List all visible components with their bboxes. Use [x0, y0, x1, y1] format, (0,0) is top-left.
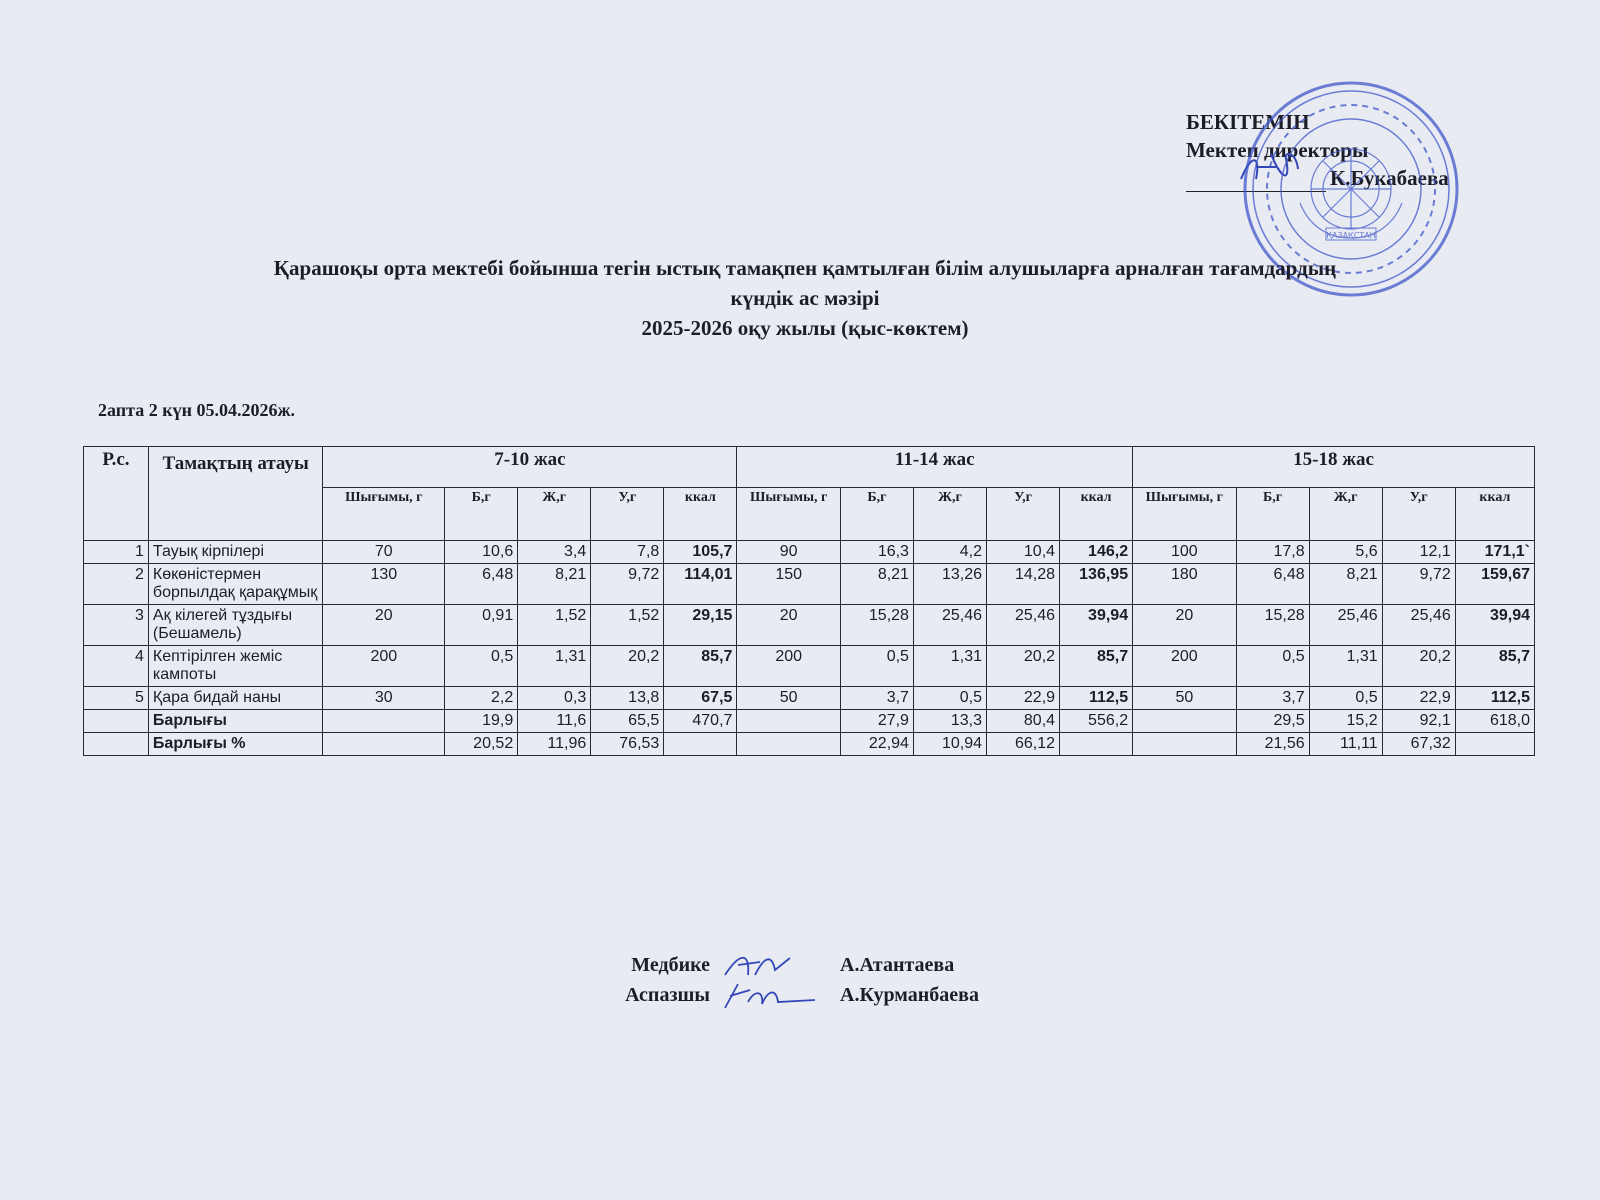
- cell-value: 7,8: [591, 541, 664, 564]
- total-value: [737, 710, 840, 733]
- food-name: Кептірілген жеміс кампоты: [148, 646, 323, 687]
- cook-signature-icon: [720, 980, 830, 1010]
- subheader-kcal: ккал: [1455, 488, 1534, 541]
- cell-value: 9,72: [1382, 564, 1455, 605]
- cell-value: 146,2: [1060, 541, 1133, 564]
- cell-value: 112,5: [1455, 687, 1534, 710]
- cell-value: 0,5: [445, 646, 518, 687]
- approval-name: К.Букабаева: [1330, 166, 1449, 190]
- table-row: [84, 687, 1535, 710]
- cell-value: 39,94: [1455, 605, 1534, 646]
- total-value: 13,3: [913, 710, 986, 733]
- cell-value: 85,7: [664, 646, 737, 687]
- cell-value: 85,7: [1060, 646, 1133, 687]
- cell-value: 20: [1133, 605, 1236, 646]
- cell-value: 50: [1133, 687, 1236, 710]
- total-value: 65,5: [591, 710, 664, 733]
- cell-value: 0,5: [1236, 646, 1309, 687]
- cell-value: 5,6: [1309, 541, 1382, 564]
- cell-value: 3,7: [840, 687, 913, 710]
- cell-value: 85,7: [1455, 646, 1534, 687]
- food-name: Қара бидай наны: [148, 687, 323, 710]
- cell-value: 2,2: [445, 687, 518, 710]
- cell-value: 112,5: [1060, 687, 1133, 710]
- cell-value: 13,8: [591, 687, 664, 710]
- cell-value: 1,31: [518, 646, 591, 687]
- total-percent-row: [84, 733, 1535, 756]
- title-line-3: 2025-2026 оқу жылы (қыс-көктем): [641, 316, 969, 340]
- total-value: 66,12: [987, 733, 1060, 756]
- signer-name: А.Атантаева: [840, 954, 955, 976]
- total-value: 556,2: [1060, 710, 1133, 733]
- cell-value: 1,52: [591, 605, 664, 646]
- cell-value: 29,15: [664, 605, 737, 646]
- total-value: [1133, 733, 1236, 756]
- cell-value: 14,28: [987, 564, 1060, 605]
- subheader-carbs: У,г: [1382, 488, 1455, 541]
- cell-value: 20,2: [1382, 646, 1455, 687]
- cell-value: 6,48: [445, 564, 518, 605]
- cell-value: 16,3: [840, 541, 913, 564]
- cell-value: 0,5: [1309, 687, 1382, 710]
- total-value: 21,56: [1236, 733, 1309, 756]
- cell-value: 159,67: [1455, 564, 1534, 605]
- row-number: 2: [84, 564, 149, 605]
- title-line-1: Қарашоқы орта мектебі бойынша тегін ыстық тамақпен қамтылған білім алушыларға арналған тағамдардың: [273, 256, 1337, 280]
- cell-value: 0,91: [445, 605, 518, 646]
- total-value: 67,32: [1382, 733, 1455, 756]
- signer-name: А.Курманбаева: [840, 984, 979, 1006]
- food-name: Ақ кілегей тұздығы (Бешамель): [148, 605, 323, 646]
- total-label: Барлығы: [148, 710, 323, 733]
- row-number: 3: [84, 605, 149, 646]
- total-row: [84, 710, 1535, 733]
- subheader-kcal: ккал: [1060, 488, 1133, 541]
- cell-value: 50: [737, 687, 840, 710]
- cell-value: 17,8: [1236, 541, 1309, 564]
- cell-value: 8,21: [840, 564, 913, 605]
- total-value: 618,0: [1455, 710, 1534, 733]
- cell-value: 1,52: [518, 605, 591, 646]
- table-row: [84, 646, 1535, 687]
- cell-value: 39,94: [1060, 605, 1133, 646]
- total-value: 92,1: [1382, 710, 1455, 733]
- total-value: 10,94: [913, 733, 986, 756]
- table-row: [84, 605, 1535, 646]
- cell-value: 20,2: [591, 646, 664, 687]
- document-title: [80, 253, 1530, 343]
- cell-value: 90: [737, 541, 840, 564]
- cell-value: 25,46: [987, 605, 1060, 646]
- total-value: 20,52: [445, 733, 518, 756]
- total-value: [1060, 733, 1133, 756]
- signer-cook: [610, 980, 1030, 1010]
- header-group-7-10: 7-10 жас: [323, 447, 737, 488]
- table-row: [84, 541, 1535, 564]
- menu-table-body: [84, 541, 1535, 756]
- food-name: Көкөністермен борпылдақ қарақұмық: [148, 564, 323, 605]
- total-value: [664, 733, 737, 756]
- cell-value: 25,46: [1382, 605, 1455, 646]
- total-value: [323, 710, 445, 733]
- subheader-fat: Ж,г: [1309, 488, 1382, 541]
- approval-position: Мектеп директоры: [1186, 138, 1369, 162]
- cell-value: 200: [1133, 646, 1236, 687]
- cell-value: 136,95: [1060, 564, 1133, 605]
- approval-heading: БЕКІТЕМІН: [1186, 110, 1310, 134]
- title-line-2: күндік ас мәзірі: [730, 286, 880, 310]
- cell-value: 8,21: [518, 564, 591, 605]
- cell-value: 171,1`: [1455, 541, 1534, 564]
- empty-cell: [84, 710, 149, 733]
- subheader-fat: Ж,г: [913, 488, 986, 541]
- row-number: 5: [84, 687, 149, 710]
- cell-value: 20: [323, 605, 445, 646]
- total-value: 27,9: [840, 710, 913, 733]
- table-row: [84, 564, 1535, 605]
- total-value: [1455, 733, 1534, 756]
- signer-nurse: [610, 950, 1030, 980]
- cell-value: 3,7: [1236, 687, 1309, 710]
- total-value: 15,2: [1309, 710, 1382, 733]
- total-value: 76,53: [591, 733, 664, 756]
- cell-value: 9,72: [591, 564, 664, 605]
- subheader-kcal: ккал: [664, 488, 737, 541]
- header-group-11-14: 11-14 жас: [737, 447, 1133, 488]
- cell-value: 13,26: [913, 564, 986, 605]
- menu-table: [83, 446, 1535, 756]
- cell-value: 30: [323, 687, 445, 710]
- nurse-signature-icon: [720, 950, 830, 980]
- subheader-fat: Ж,г: [518, 488, 591, 541]
- cell-value: 15,28: [1236, 605, 1309, 646]
- cell-value: 100: [1133, 541, 1236, 564]
- cell-value: 67,5: [664, 687, 737, 710]
- empty-cell: [84, 733, 149, 756]
- cell-value: 130: [323, 564, 445, 605]
- subheader-carbs: У,г: [591, 488, 664, 541]
- header-rs: Р.с.: [84, 447, 149, 541]
- cell-value: 0,5: [913, 687, 986, 710]
- cell-value: 1,31: [1309, 646, 1382, 687]
- total-label: Барлығы %: [148, 733, 323, 756]
- cell-value: 180: [1133, 564, 1236, 605]
- cell-value: 114,01: [664, 564, 737, 605]
- cell-value: 20,2: [987, 646, 1060, 687]
- cell-value: 15,28: [840, 605, 913, 646]
- cell-value: 10,6: [445, 541, 518, 564]
- cell-value: 4,2: [913, 541, 986, 564]
- subheader-yield: Шығымы, г: [323, 488, 445, 541]
- subheader-protein: Б,г: [840, 488, 913, 541]
- cell-value: 200: [737, 646, 840, 687]
- cell-value: 10,4: [987, 541, 1060, 564]
- signer-role: Аспазшы: [625, 984, 710, 1006]
- cell-value: 20: [737, 605, 840, 646]
- total-value: 19,9: [445, 710, 518, 733]
- total-value: [1133, 710, 1236, 733]
- cell-value: 200: [323, 646, 445, 687]
- total-value: [323, 733, 445, 756]
- subheader-yield: Шығымы, г: [737, 488, 840, 541]
- header-group-15-18: 15-18 жас: [1133, 447, 1535, 488]
- subheader-protein: Б,г: [445, 488, 518, 541]
- total-value: [737, 733, 840, 756]
- cell-value: 70: [323, 541, 445, 564]
- row-number: 1: [84, 541, 149, 564]
- total-value: 29,5: [1236, 710, 1309, 733]
- cell-value: 8,21: [1309, 564, 1382, 605]
- cell-value: 150: [737, 564, 840, 605]
- stamp-inner-text: ҚАЗАҚСТАН: [1326, 231, 1376, 240]
- total-value: 470,7: [664, 710, 737, 733]
- total-value: 11,6: [518, 710, 591, 733]
- cell-value: 25,46: [1309, 605, 1382, 646]
- cell-value: 1,31: [913, 646, 986, 687]
- cell-value: 6,48: [1236, 564, 1309, 605]
- total-value: 11,96: [518, 733, 591, 756]
- total-value: 80,4: [987, 710, 1060, 733]
- total-value: 11,11: [1309, 733, 1382, 756]
- signers-block: [610, 950, 1030, 1010]
- total-value: 22,94: [840, 733, 913, 756]
- cell-value: 25,46: [913, 605, 986, 646]
- food-name: Тауық кірпілері: [148, 541, 323, 564]
- cell-value: 22,9: [987, 687, 1060, 710]
- week-day-label: 2апта 2 күн 05.04.2026ж.: [98, 400, 295, 420]
- subheader-yield: Шығымы, г: [1133, 488, 1236, 541]
- cell-value: 22,9: [1382, 687, 1455, 710]
- row-number: 4: [84, 646, 149, 687]
- cell-value: 12,1: [1382, 541, 1455, 564]
- cell-value: 0,5: [840, 646, 913, 687]
- subheader-protein: Б,г: [1236, 488, 1309, 541]
- cell-value: 105,7: [664, 541, 737, 564]
- cell-value: 3,4: [518, 541, 591, 564]
- cell-value: 0,3: [518, 687, 591, 710]
- subheader-carbs: У,г: [987, 488, 1060, 541]
- signer-role: Медбике: [631, 954, 710, 976]
- header-food-name: Тамақтың атауы: [148, 447, 323, 541]
